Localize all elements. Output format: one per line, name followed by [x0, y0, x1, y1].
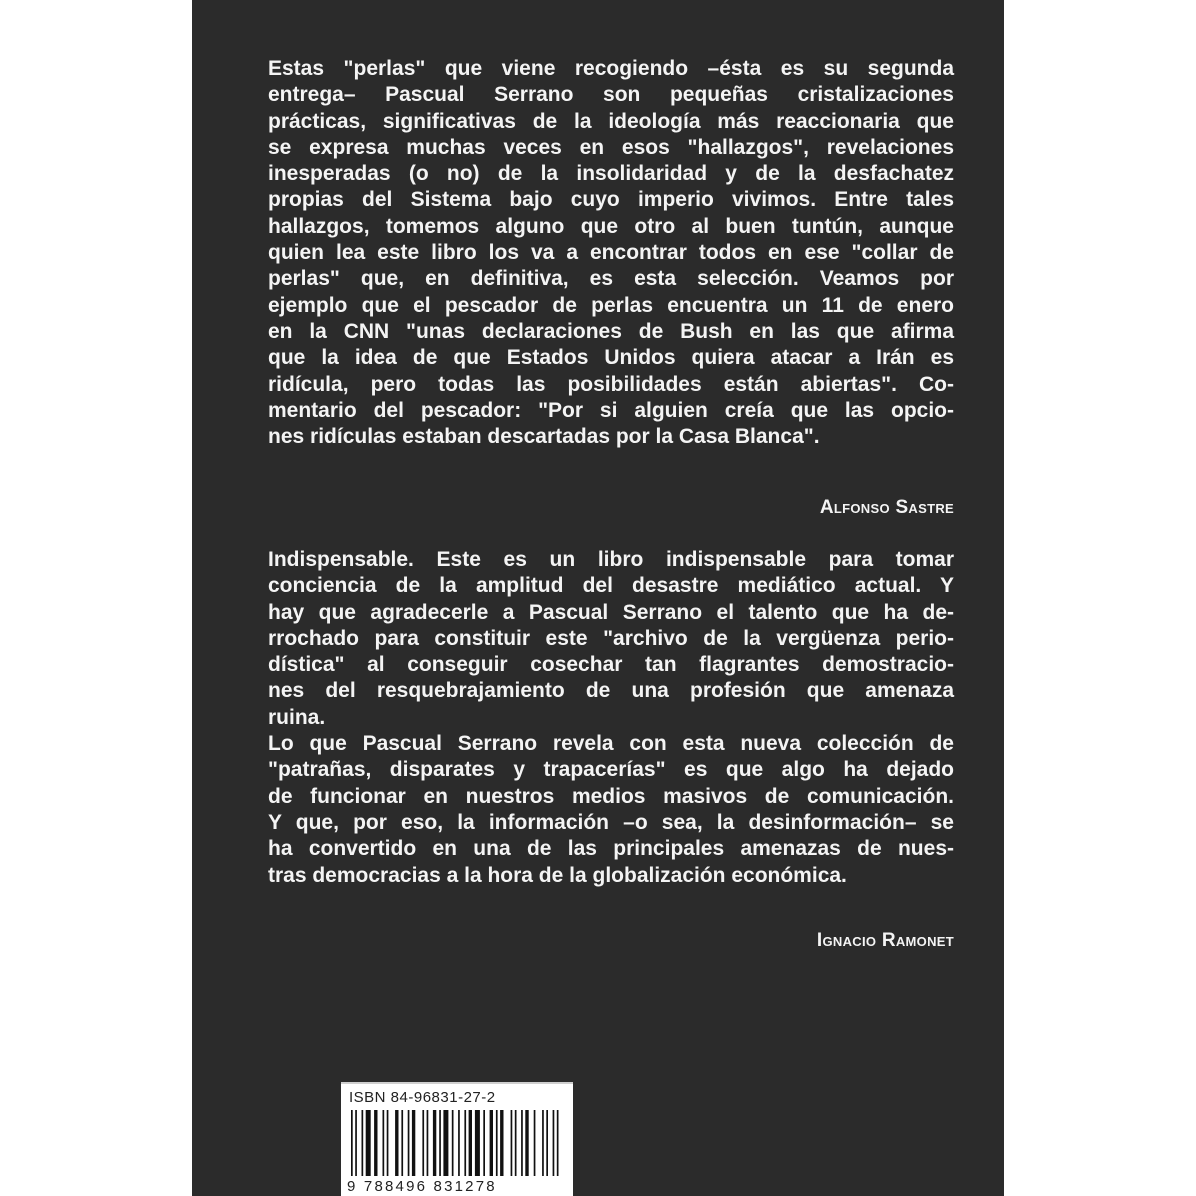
text-line: ejemplo que el pescador de perlas encuentra un 11 de enero: [268, 293, 954, 317]
text-line: tras democracias a la hora de la globalización económica.: [268, 863, 847, 887]
text-line: Lo que Pascual Serrano revela con esta nueva colección de: [268, 732, 954, 756]
quote-2-author: Ignacio Ramonet: [816, 930, 954, 951]
review-quote-1: [268, 56, 954, 450]
book-back-cover: [192, 0, 1004, 1196]
text-line: ha convertido en una de las principales amenazas de nues-: [268, 837, 954, 861]
text-line: nes del resquebrajamiento de una profesión que amenaza: [268, 679, 954, 703]
barcode-label: [341, 1082, 573, 1196]
text-line: "patrañas, disparates y trapacerías" es que algo ha dejado: [268, 758, 954, 782]
text-line: de funcionar en nuestros medios masivos de comunicación.: [268, 784, 954, 808]
text-line: que la idea de que Estados Unidos quiera atacar a Irán es: [268, 346, 954, 370]
text-line: conciencia de la amplitud del desastre mediático actual. Y: [268, 574, 954, 598]
text-line: prácticas, significativas de la ideología más reaccionaria que: [268, 109, 954, 133]
text-line: perlas" que, en definitiva, es esta selección. Veamos por: [268, 267, 954, 291]
text-line: entrega– Pascual Serrano son pequeñas cristalizaciones: [268, 83, 954, 107]
text-line: inesperadas (o no) de la insolidaridad y de la desfachatez: [268, 162, 954, 186]
barcode-icon: [349, 1110, 565, 1176]
text-line: hay que agradecerle a Pascual Serrano el talento que ha de-: [268, 600, 954, 624]
text-line: rrochado para constituir este "archivo de la vergüenza perio-: [268, 626, 954, 650]
text-line: propias del Sistema bajo cuyo imperio vivimos. Entre tales: [268, 188, 954, 212]
text-line: hallazgos, tomemos alguno que otro al buen tuntún, aunque: [268, 214, 954, 238]
review-quote-2: [268, 547, 954, 889]
text-line: ridícula, pero todas las posibilidades están abiertas". Co-: [268, 372, 954, 396]
isbn-number: ISBN 84-96831-27-2: [349, 1089, 496, 1106]
text-line: se expresa muchas veces en esos "hallazgos", revelaciones: [268, 135, 954, 159]
text-line: mentario del pescador: "Por si alguien creía que las opcio-: [268, 398, 954, 422]
text-line: Estas "perlas" que viene recogiendo –ésta es su segunda: [268, 57, 954, 80]
text-line: nes ridículas estaban descartadas por la Casa Blanca".: [268, 425, 820, 449]
text-line: en la CNN "unas declaraciones de Bush en las que afirma: [268, 319, 954, 343]
text-line: quien lea este libro los va a encontrar todos en ese "collar de: [268, 241, 954, 265]
ean-number: 9 788496 831278: [347, 1178, 497, 1195]
text-line: ruina.: [268, 705, 326, 729]
text-line: Y que, por eso, la información –o sea, la desinformación– se: [268, 810, 954, 834]
text-line: dística" al conseguir cosechar tan flagrantes demostracio-: [268, 653, 954, 677]
text-line: Indispensable. Este es un libro indispensable para tomar: [268, 548, 954, 571]
quote-1-author: Alfonso Sastre: [819, 497, 954, 518]
